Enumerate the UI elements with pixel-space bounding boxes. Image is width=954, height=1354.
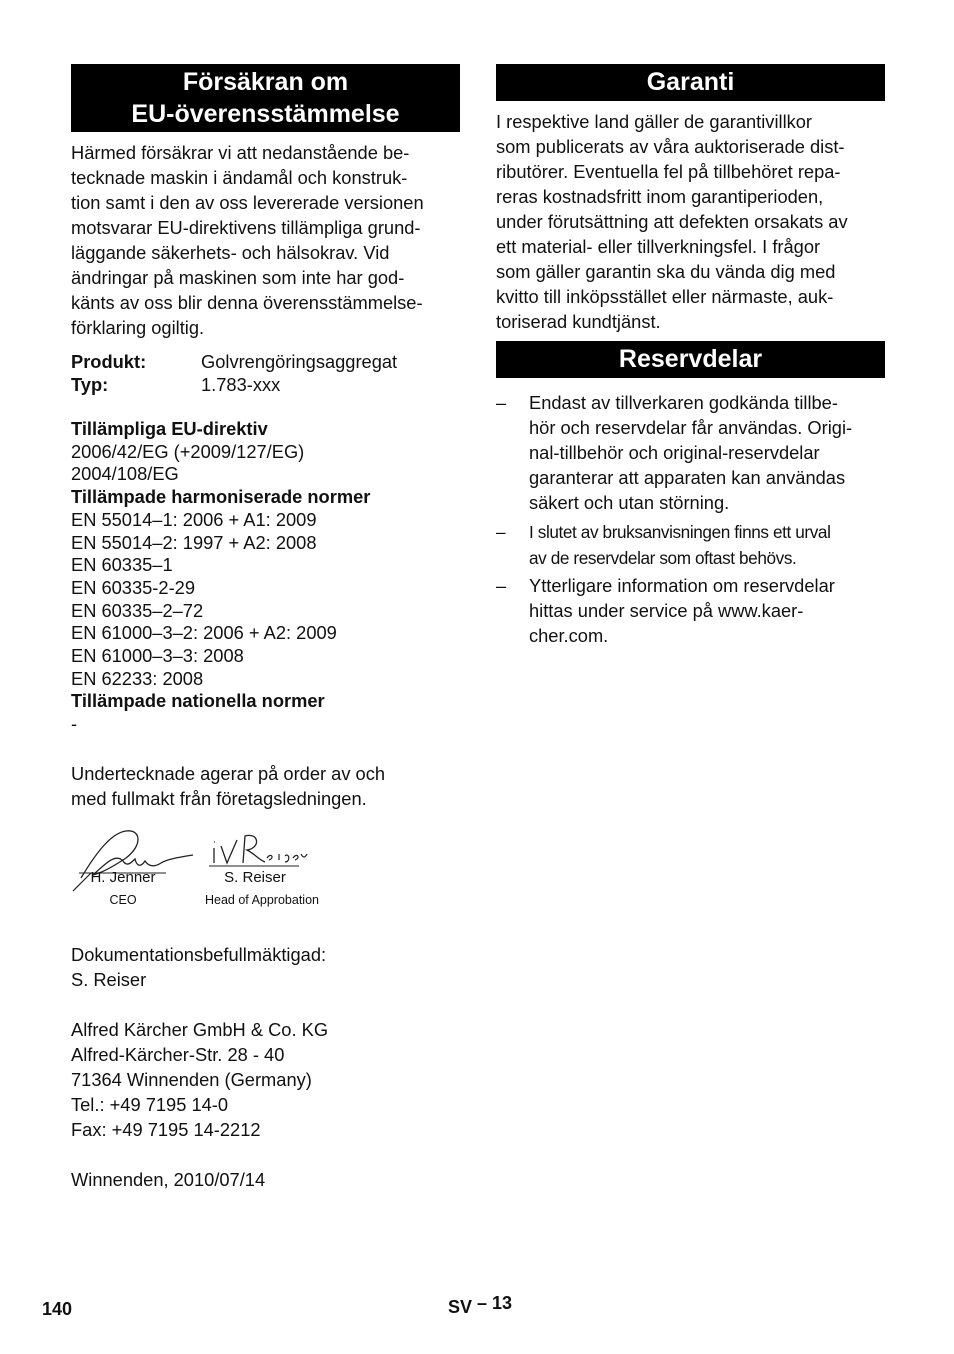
- directives-heading: Tillämpliga EU-direktiv: [71, 418, 268, 439]
- standard-item: EN 61000–3–3: 2008: [71, 645, 244, 667]
- type-row: [71, 373, 460, 396]
- declaration-column: [71, 64, 460, 1192]
- declaration-heading: Försäkran om EU-överensstämmelse: [71, 64, 460, 132]
- bullet-dash: –: [496, 392, 507, 413]
- warranty-text: I respektive land gäller de garantivillkor som publicerats av våra auktoriserade dist- ributörer. Eventuella fel på tillbehöret repa- reras kostnadsfritt inom garantiperioden, under förutsättning att defekten orsakats av ett material- eller tillverkningsfel. I frågor som gäller garantin ska du vända dig med kvitto till inköpsstället eller närmaste, auk- toriserad kundtjänst.: [496, 111, 848, 332]
- directive-item: 2004/108/EG: [71, 463, 179, 485]
- section-page-number: – 13: [477, 1293, 513, 1313]
- product-value: Golvrengöringsaggregat: [201, 351, 398, 372]
- national-value: -: [71, 713, 78, 735]
- signatories-text: Undertecknade agerar på order av och med fullmakt från företagsledningen.: [71, 762, 386, 809]
- signer2-name: S. Reiser: [224, 868, 286, 886]
- bullet-dash: –: [496, 522, 506, 542]
- standard-item: EN 62233: 2008: [71, 667, 204, 689]
- section-page-label: [448, 1293, 513, 1318]
- standard-item: EN 55014–1: 2006 + A1: 2009: [71, 508, 317, 530]
- standard-item: EN 61000–3–2: 2006 + A2: 2009: [71, 622, 337, 644]
- standard-item: EN 55014–2: 1997 + A2: 2008: [71, 531, 317, 553]
- place-date: Winnenden, 2010/07/14: [71, 1168, 266, 1190]
- type-label: Typ:: [71, 374, 109, 395]
- directives-block: [71, 418, 460, 736]
- harmonised-heading: Tillämpade harmoniserade normer: [71, 486, 371, 508]
- declaration-intro: Härmed försäkrar vi att nedanstående be- tecknade maskin i ändamål och konstruk- tion samt i den av oss levererade versionen motsvarar EU-direktivens tillämpliga grund- läggande säkerhets- och hälsokrav. Vid ändringar på maskinen som inte har god- känts av oss blir denna överensstämmelse- förklaring ogiltig.: [71, 142, 424, 338]
- language-code: SV: [448, 1297, 473, 1317]
- documentation-authorised: Dokumentationsbefullmäktigad: S. Reiser: [71, 943, 327, 990]
- national-heading: Tillämpade nationella normer: [71, 690, 325, 712]
- list-item: – I slutet av bruksanvisningen finns ett urval av de reservdelar som oftast behövs.: [496, 519, 885, 571]
- list-item: – Endast av tillverkaren godkända tillbe- hör och reservdelar får användas. Origi- nal-tillbehör och original-reservdelar garanterar att apparaten kan användas säkert och utan störning.: [496, 392, 853, 513]
- signer1-role: CEO: [109, 892, 137, 907]
- product-row: [71, 350, 460, 373]
- standard-item: EN 60335–2–72: [71, 599, 204, 621]
- product-info: [71, 350, 460, 396]
- standard-item: EN 60335–1: [71, 554, 173, 576]
- signer2-role: Head of Approbation: [205, 892, 319, 907]
- type-value: 1.783-xxx: [201, 374, 281, 395]
- bullet-dash: –: [496, 575, 507, 596]
- warranty-heading: Garanti: [496, 64, 885, 101]
- standard-item: EN 60335-2-29: [71, 576, 195, 598]
- company-address: Alfred Kärcher GmbH & Co. KG Alfred-Kärcher-Str. 28 - 40 71364 Winnenden (Germany) Tel.: +49 7195 14-0 Fax: +49 7195 14-2212: [71, 1018, 329, 1140]
- spare-parts-heading: Reservdelar: [496, 341, 885, 378]
- page-number: 140: [42, 1299, 73, 1319]
- product-label: Produkt:: [71, 351, 147, 372]
- spare-parts-list: [496, 390, 885, 648]
- list-item: – Ytterligare information om reservdelar hittas under service på www.kaer- cher.com.: [496, 575, 835, 646]
- warranty-column: [496, 64, 885, 650]
- directive-item: 2006/42/EG (+2009/127/EG): [71, 440, 305, 462]
- signature-area: [71, 823, 460, 933]
- signer1-name: H. Jenner: [90, 868, 156, 886]
